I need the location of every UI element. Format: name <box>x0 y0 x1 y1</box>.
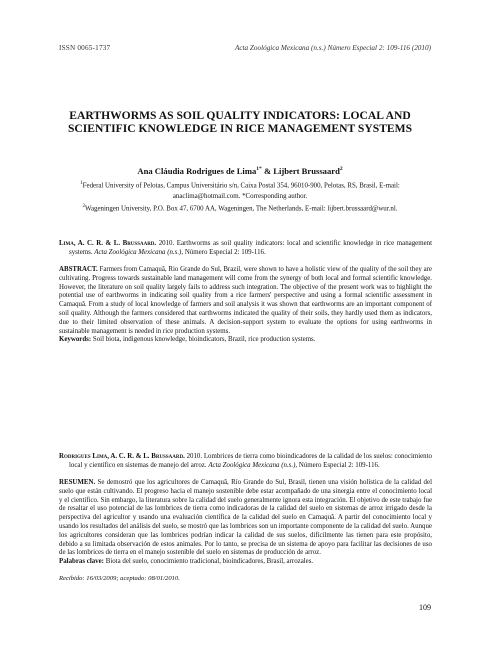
citation-english <box>59 240 432 258</box>
received-date: Recibido: 16/03/2009; aceptado: 08/01/2010. <box>59 575 180 582</box>
page-number: 109 <box>419 603 431 612</box>
affiliations <box>64 179 416 214</box>
citation-en-issue: Número Especial 2: 109-116. <box>184 248 266 256</box>
citation-es-issue: Número Especial 2: 109-116. <box>298 461 380 469</box>
resumen-label: RESUMEN. <box>59 479 96 486</box>
keywords-line <box>59 336 432 345</box>
author-joiner: & Lijbert Brussaard <box>263 166 340 176</box>
abstract-label: ABSTRACT. <box>59 266 98 273</box>
author-1: Ana Cláudia Rodrigues de Lima <box>137 166 257 176</box>
abstract-text: Farmers from Camaquã, Rio Grande do Sul, Brazil, were shown to have a holistic view of the quality of the soil they are cultivating. Progress towards sustainable land management will come from the synergy of both local and formal scientific knowledge. However, the literature on soil quality largely fails to address such integration. The objective of the present work was to highlight the potential use of earthworms in indicating soil quality from a rice farmers' perspective and using a formal scientific assessment in Camaquã. From a study of local knowledge of farmers and soil analysis it was shown that earthworms are an important component of soil quality. Although the farmers considered that earthworms indicated the quality of their soils, they hardly used them as indicators, due to their limited observation of these animals. A decision-support system to evaluate the options for using earthworms in sustainable management is needed in rice production systems. <box>59 266 432 335</box>
citation-en-journal: Acta Zoológica Mexicana (n.s.), <box>94 248 184 256</box>
affiliation-2-text: Wageningen University, P.O. Box 47, 6700 AA, Wageningen, The Netherlands, E-mail: lijbert.brussaard@wur.nl. <box>85 205 398 212</box>
affiliation-1-superscript: 1 <box>80 181 83 186</box>
issn: ISSN 0065-1737 <box>59 44 111 52</box>
keywords-label: Keywords: <box>59 336 92 344</box>
palabras-clave-line <box>59 558 432 567</box>
citation-en-text: 2010. Earthworms as soil quality indicators: local and scientific knowledge in rice management systems. <box>69 240 432 256</box>
running-header <box>59 44 431 56</box>
citation-spanish <box>59 453 432 471</box>
citation-es-authors: Rodrigues Lima, A. C. R. & L. Brussaard. <box>59 453 185 460</box>
author-2-superscript: 2 <box>339 166 343 173</box>
journal-reference: Acta Zoológica Mexicana (n.s.) Número Especial 2: 109-116 (2010) <box>234 44 431 52</box>
affiliation-2-superscript: 2 <box>82 203 86 209</box>
keywords-text: Soil biota, indigenous knowledge, bioindicators, Brazil, rice production systems. <box>92 336 316 344</box>
citation-es-text: 2010. Lombrices de tierra como bioindicadores de la calidad de los suelos: conocimiento local y científico en sistemas de manejo del arroz. <box>69 453 432 469</box>
affiliation-1 <box>64 179 416 202</box>
affiliation-2 <box>64 202 416 215</box>
author-1-superscript: 1* <box>256 166 262 173</box>
abstract-section <box>59 266 432 345</box>
palabras-clave-label: Palabras clave: <box>59 558 104 566</box>
resumen-section <box>59 479 432 567</box>
affiliation-1-text: Federal University of Pelotas, Campus Universitário s/n, Caixa Postal 354, 96010-900, Pelotas, RS, Brasil, E-mail: anaclima@hotmail.com. *Corresponding author. <box>82 182 400 200</box>
author-line <box>59 166 421 176</box>
resumen-paragraph <box>59 479 432 558</box>
citation-es-journal: Acta Zoológica Mexicana (n.s.), <box>208 461 298 469</box>
resumen-text: Se demostró que los agricultores de Camaquã, Río Grande do Sul, Brasil, tienen una visión holística de la calidad del suelo que están cultivando. El progreso hacia el manejo sostenible debe estar acompañado de una sinergia entre el conocimiento local y el científico. Sin embargo, la literatura sobre la calidad del suelo generalmente ignora esta integración. El objetivo de este trabajo fue de resaltar el uso potencial de las lombrices de tierra como indicadoras de la calidad del suelo en sistemas de arroz irrigado desde la perspectiva del agricultor y usando una evaluación científica de la calidad del suelo en Camaquã. A partir del conocimiento local y usando los resultados del análisis del suelo, se mostró que las lombrices son un importante componente de la calidad del suelo. Aunque los agricultores consideran que las lombrices podrían indicar la calidad de sus suelos, difícilmente las tienen para este propósito, debido a su limitada observación de estos animales. Por lo tanto, se precisa de un sistema de apoyo para facilitar las decisiones de uso de las lombrices de tierra en el manejo sostenible del suelo en sistemas de producción de arroz. <box>59 479 432 557</box>
palabras-clave-text: Biota del suelo, conocimiento tradicional, bioindicadores, Brasil, arrozales. <box>105 558 314 566</box>
citation-en-authors: Lima, A. C. R. & L. Brussaard. <box>59 240 157 247</box>
article-title: EARTHWORMS AS SOIL QUALITY INDICATORS: LOCAL AND SCIENTIFIC KNOWLEDGE IN RICE MANAGEMENT SYSTEMS <box>67 109 413 135</box>
abstract-paragraph <box>59 266 432 336</box>
